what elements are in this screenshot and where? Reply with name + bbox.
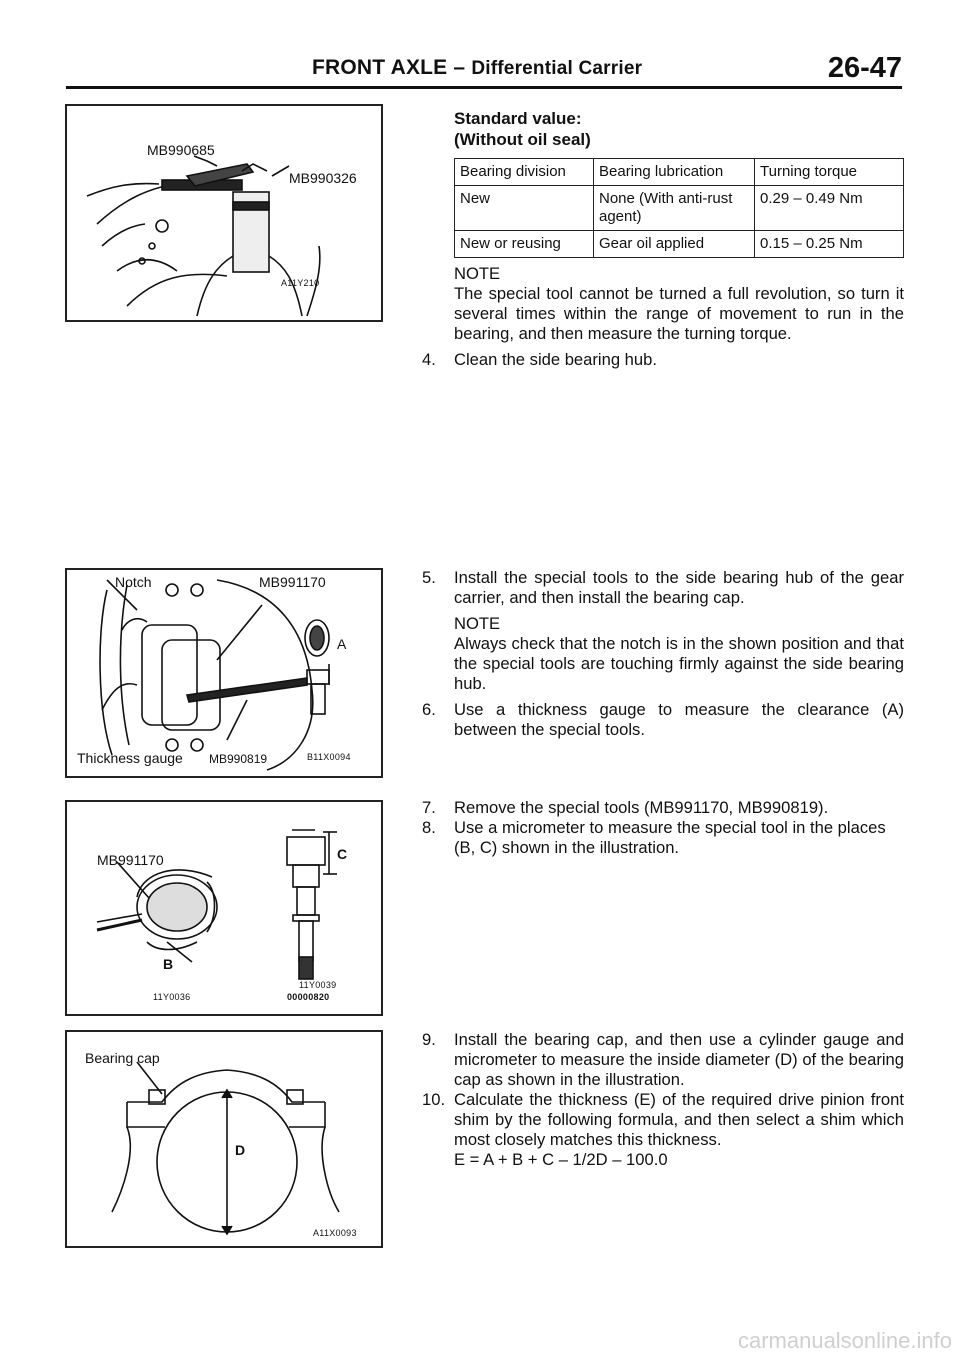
formula-text: E = A + B + C – 1/2D – 100.0 [454,1150,668,1169]
steps-7-8 [422,798,904,858]
step-text: Use a micrometer to measure the special tool in the places (B, C) shown in the illustration. [454,818,886,857]
label-c: C [337,846,348,862]
label-mb990685: MB990685 [147,142,215,158]
section-subtitle: Differential Carrier [471,58,643,79]
steps-9-10 [422,1030,904,1170]
title-dash: – [447,56,472,79]
label-mb990326: MB990326 [289,170,357,186]
note-text: The special tool cannot be turned a full revolution, so turn it several times within the range of movement to run in the bearing, and then measure the turning torque. [454,284,904,343]
standard-value-title: Standard value: [454,109,582,128]
table-row [455,186,904,231]
step-text: Clean the side bearing hub. [454,350,657,369]
label-mb991170: MB991170 [259,574,326,590]
step-5 [422,568,904,608]
table-cell: Gear oil applied [594,231,755,258]
step-10 [422,1090,904,1150]
step-6 [422,700,904,740]
step-text: Install the bearing cap, and then use a cylinder gauge and micrometer to measure the inside diameter (D) of the bearing cap as shown in the illustration. [454,1030,904,1089]
table-header: Bearing division [455,159,594,186]
note-text: Always check that the notch is in the shown position and that the special tools are touching firmly against the side bearing hub. [454,634,904,693]
page-header-title [312,56,642,80]
table-cell: None (With anti-rust agent) [594,186,755,231]
table-cell: New or reusing [455,231,594,258]
table-cell: New [455,186,594,231]
figure-code-right-2: 00000820 [287,992,330,1002]
steps-5-6 [422,568,904,740]
table-header: Turning torque [755,159,904,186]
figure-code: B11X0094 [307,752,351,762]
step-4 [422,350,904,370]
table-cell: 0.29 – 0.49 Nm [755,186,904,231]
figure-special-tool-turning-torque [65,104,383,322]
label-b: B [163,956,174,972]
step-text: Remove the special tools (MB991170, MB990819). [454,798,829,817]
step-8 [422,818,904,858]
label-bearing-cap: Bearing cap [85,1050,160,1066]
table-header: Bearing lubrication [594,159,755,186]
step-number: 10. [422,1090,446,1109]
turning-torque-table [454,158,904,258]
tool-illustration-2 [67,570,381,776]
figure-bearing-cap [65,1030,383,1248]
label-d: D [235,1142,246,1158]
standard-value-subtitle: (Without oil seal) [454,130,591,149]
figure-notch-thickness-gauge [65,568,383,778]
label-mb990819: MB990819 [209,752,268,766]
label-notch: Notch [115,574,152,590]
step-text: Calculate the thickness (E) of the required drive pinion front shim by the following formula, and then select a shim which most closely matches this thickness. [454,1090,904,1149]
figure-code-right: 11Y0039 [299,980,337,990]
step-number: 7. [422,798,436,817]
label-mb991170: MB991170 [97,852,164,868]
formula [422,1150,904,1170]
tool-illustration-1 [67,106,381,320]
step-text: Use a thickness gauge to measure the clearance (A) between the special tools. [454,700,904,739]
watermark: carmanualsonline.info [737,1328,952,1353]
step-number: 4. [422,350,436,369]
page-number: 26-47 [827,52,902,84]
label-thickness-gauge: Thickness gauge [77,750,183,766]
note-label: NOTE [454,614,501,633]
step-9 [422,1030,904,1090]
step-number: 5. [422,568,436,587]
table-row [455,231,904,258]
figure-micrometer-b-c [65,800,383,1016]
step-number: 9. [422,1030,436,1049]
step-number: 8. [422,818,436,837]
note-block [422,614,904,694]
section-title: FRONT AXLE [312,56,448,79]
table-header-row [455,159,904,186]
step-text: Install the special tools to the side bearing hub of the gear carrier, and then install the bearing cap. [454,568,904,607]
step-number: 6. [422,700,436,719]
note-block [422,264,904,344]
note-label: NOTE [454,264,501,283]
header-rule [66,86,902,89]
table-cell: 0.15 – 0.25 Nm [755,231,904,258]
step-7 [422,798,904,818]
figure-code: A11X0093 [313,1228,357,1238]
standard-value-section [422,108,904,370]
figure-code: A11Y210 [281,278,320,288]
figure-code-left: 11Y0036 [153,992,191,1002]
label-a: A [337,636,347,652]
